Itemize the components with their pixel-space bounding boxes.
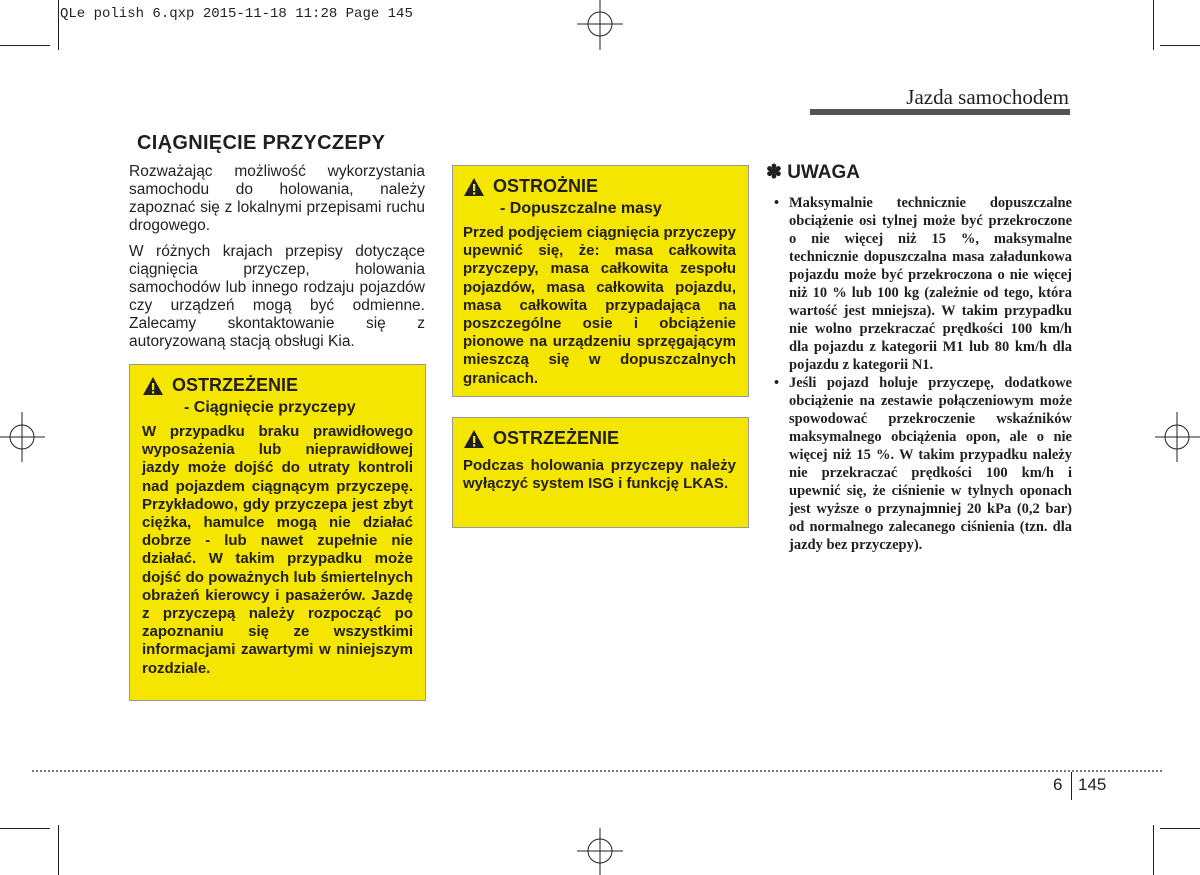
warning-box-trailer [129, 364, 426, 701]
registration-mark-icon [575, 0, 625, 50]
note-item-text: Jeśli pojazd holuje przyczepę, dodatkowe obciążenie na zestawie połączeniowym może spowodować przekroczenie wskaźników maksymalnego obciążenia opon, ale o nie więcej niż 15 %. W takim przypadku należy nie przekraczać prędkości 100 km/h i upewnić się, że ciśnienie w tylnych oponach jest wyższe o przynajmniej 20 kPa (0,2 bar) od normalnego zalecanego ciśnienia (tzn. dla jazdy bez przyczepy). [789, 375, 1072, 553]
note-item [763, 194, 1072, 374]
print-slug: QLe polish 6.qxp 2015-11-18 11:28 Page 145 [60, 6, 413, 22]
bullet: • [774, 195, 780, 211]
warning-box-title [142, 375, 413, 396]
warning-body: W przypadku braku prawidłowego wyposażenia lub nieprawidłowej jazdy może dojść do utraty kontroli nad pojazdem ciągnącym przyczepę. Przykładowo, gdy przyczepa jest zbyt ciężka, hamulce mogą nie działać dobrze - lub nawet zupełnie nie działać. W takim przypadku może dojść do poważnych lub śmiertelnych obrażeń kierowcy i pasażerów. Jazdę z przyczepą należy rozpocząć po zapoznaniu się ze wszystkimi informacjami zawartymi w niniejszym rozdziale. [142, 423, 413, 677]
note-item [763, 374, 1072, 554]
caution-title: OSTROŻNIE [493, 176, 599, 196]
header-rule [810, 109, 1070, 115]
warning-box-isg [452, 417, 749, 528]
warning-body: Podczas holowania przyczepy należy wyłączyć system ISG i funkcję LKAS. [463, 457, 736, 493]
intro-paragraph: Rozważając możliwość wykorzystania samochodu do holowania, należy zapoznać się z lokalnymi przepisami ruchu drogowego. [129, 163, 425, 234]
section-heading: CIĄGNIĘCIE PRZYCZEPY [137, 132, 386, 154]
caution-box-masses [452, 165, 749, 397]
intro-text [129, 163, 425, 359]
registration-mark-icon [575, 828, 625, 875]
page-number: 145 [1078, 775, 1107, 794]
footer-rule [32, 770, 1162, 772]
bullet: • [774, 375, 780, 391]
warning-box-title [463, 428, 736, 449]
running-header: Jazda samochodem [906, 85, 1069, 109]
caution-body: Przed podjęciem ciągnięcia przyczepy upewnić się, że: masa całkowita przyczepy, masa całkowita zespołu pojazdów, masa całkowita pojazdu, masa całkowita przypadająca na poszczególne osie i obciążenie pionowe na urządzeniu sprzęgającym mieszczą się w dopuszczalnych granicach. [463, 224, 736, 387]
warning-title: OSTRZEŻENIE [493, 428, 620, 448]
note-item-text: Maksymalnie technicznie dopuszczalne obciążenie osi tylnej może być przekroczone o nie więcej niż 15 %, maksymalne technicznie dopuszczalna masa załadunkowa pojazdu może być przekroczona o nie więcej niż 10 % lub 100 kg (zależnie od tego, która wartość jest mniejsza). W takim przypadku nie wolno przekraczać prędkości 100 km/h dla pojazdu z kategorii M1 lub 80 km/h dla pojazdu z kategorii N1. [789, 195, 1072, 373]
registration-mark-icon [0, 412, 45, 462]
intro-paragraph: W różnych krajach przepisy dotyczące ciągnięcia przyczep, holowania samochodów lub innego rodzaju pojazdów czy urządzeń mogą być odmienne. Zalecamy skontaktowanie się z autoryzowaną stacją obsługi Kia. [129, 243, 425, 350]
note-section [763, 161, 1072, 554]
warning-triangle-icon [142, 376, 164, 396]
registration-mark-icon [1155, 412, 1200, 462]
warning-subtitle: - Ciągnięcie przyczepy [184, 399, 356, 416]
warning-triangle-icon [463, 177, 485, 197]
warning-triangle-icon [463, 429, 485, 449]
caution-box-title [463, 176, 736, 197]
page-number-divider [1071, 772, 1072, 800]
caution-subtitle: - Dopuszczalne masy [500, 200, 662, 217]
warning-title: OSTRZEŻENIE [172, 375, 299, 395]
note-title: ✽ UWAGA [766, 162, 861, 183]
chapter-number: 6 [1053, 775, 1063, 794]
